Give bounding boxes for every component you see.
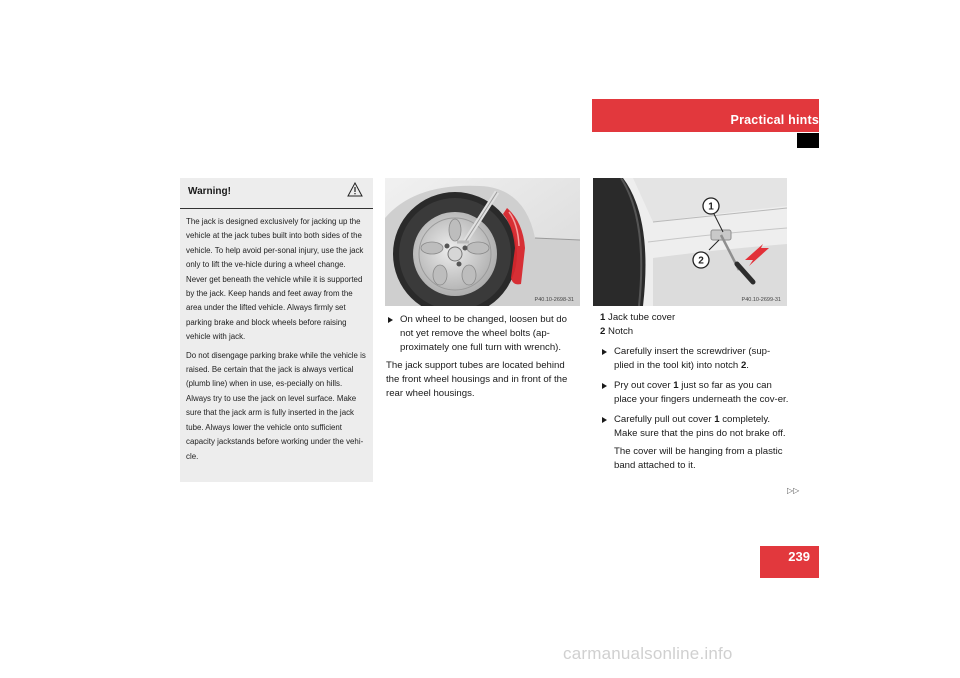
legend-label-1: Jack tube cover [608,312,676,323]
warning-box [180,178,373,482]
warning-body [180,209,373,464]
right-column [600,311,790,473]
warning-title: Warning! [188,186,231,197]
photo-jack-tube [593,178,787,306]
right-bullet-1 [600,345,790,373]
callout-1-text: 1 [708,201,714,213]
right-bullet-2 [600,379,790,407]
legend-num-1: 1 [600,312,606,323]
photo2-id: P40.10-2699-31 [741,297,781,303]
warning-triangle-icon [347,182,363,198]
header-wrap [592,99,819,159]
photo1-id: P40.10-2698-31 [534,297,574,303]
photo-wheel-wrench [385,178,580,306]
right-bullet-3-end: completely. Make sure that the pins do not brake off. [614,414,786,439]
right-bullet-2-end: just so far as you can place your fingers underneath the cov-er. [614,380,789,405]
middle-column [386,313,580,401]
right-bullet-3-text: Carefully pull out cover [614,414,715,425]
section-title: Practical hints [730,113,819,127]
page-number: 239 [788,549,810,564]
middle-bullet-1: On wheel to be changed, loosen but do not yet remove the wheel bolts (ap-proximately one full turn with wrench). [386,313,580,355]
right-bullet-2-text: Pry out cover [614,380,674,391]
middle-paragraph: The jack support tubes are located behind the front wheel housings and in front of the rear wheel housings. [386,360,568,399]
legend-label-2: Notch [608,326,634,337]
legend-num-2: 2 [600,326,606,337]
right-note: The cover will be hanging from a plastic band attached to it. [614,446,783,471]
warning-header [180,178,373,209]
callout-2-text: 2 [698,255,704,267]
jack-tube-illustration [593,178,787,306]
wheel-illustration [385,178,580,306]
footer-watermark[interactable]: carmanualsonline.info [563,644,733,663]
warning-paragraph-2: Do not disengage parking brake while the vehicle is raised. Be certain that the jack is always vertical (plumb line) when in use, es-pecially on hills. Always try to use the jack on level surface. Make sure that the jack arm is fully inserted in the jack tube. Always lower the vehicle onto sufficient capacity jackstands before working under the vehi-cle. [186,350,366,461]
right-bullet-3-num: 1 [714,414,720,425]
legend-item-2 [600,325,790,339]
warning-paragraph-1: The jack is designed exclusively for jacking up the vehicle at the jack tubes built into both sides of the vehicle. To help avoid per-sonal injury, use the jack only to lift the ve-hicle during a wheel change. Never get beneath the vehicle while it is supported by the jack. Keep hands and feet away from the area under the lifted vehicle. Always firmly set parking brake and block wheels before raising vehicle with jack. [186,217,364,342]
right-bullet-1-num: 2 [740,360,747,371]
right-bullet-1-text: Carefully insert the screwdriver (sup-plied in the tool kit) into notch [614,346,771,371]
right-bullet-3 [600,413,790,441]
legend-item-1 [600,311,790,325]
header-marker [797,133,819,148]
right-bullet-2-num: 1 [673,380,679,391]
right-bullet-1-end: . [746,360,749,371]
continue-marker: ▷▷ [787,486,800,495]
